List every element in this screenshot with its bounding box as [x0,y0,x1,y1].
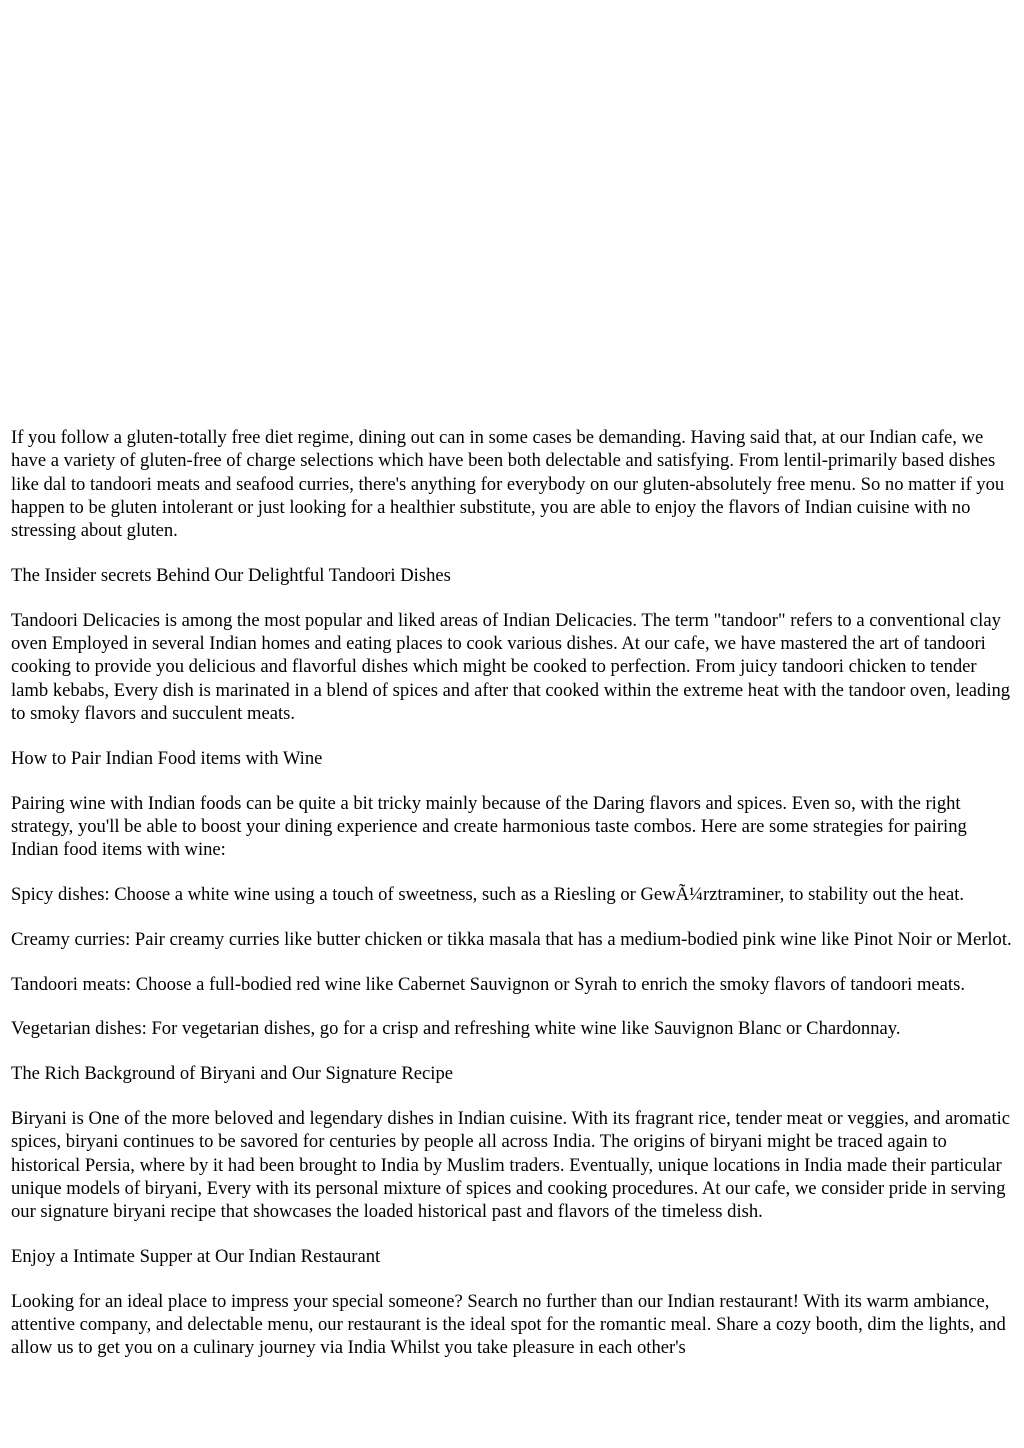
paragraph-gluten-free: If you follow a gluten-totally free diet regime, dining out can in some cases be demanding. Having said that, at our Indian cafe, we have a variety of gluten-free of charge selections which have been both delectable and satisfying. From lentil-primarily based dishes like dal to tandoori meats and seafood curries, there's anything for everybody on our gluten-absolutely free menu. So no matter if you happen to be gluten intolerant or just looking for a healthier substitute, you are able to enjoy the flavors of Indian cuisine with no stressing about gluten. [11,427,1005,542]
heading-wine-pairing: How to Pair Indian Food items with Wine [11,747,323,769]
paragraph-romantic-supper: Looking for an ideal place to impress your special someone? Search no further than our Indian restaurant! With its warm ambiance, attentive company, and delectable menu, our restaurant is the ideal spot for the romantic meal. Share a cozy booth, dim the lights, and allow us to get you on a culinary journey via India Whilst you take pleasure in each other's [11,1290,1006,1359]
paragraph-wine-pairing-intro: Pairing wine with Indian foods can be quite a bit tricky mainly because of the Daring flavors and spices. Even so, with the right strategy, you'll be able to boost your dining experience and create harmonious taste combos. Here are some strategies for pairing Indian food items with wine: [11,792,967,861]
paragraph-creamy-curries: Creamy curries: Pair creamy curries like butter chicken or tikka masala that has a medium-bodied pink wine like Pinot Noir or Merlot. [11,928,1012,950]
paragraph-tandoori: Tandoori Delicacies is among the most popular and liked areas of Indian Delicacies. The term "tandoor" refers to a conventional clay oven Employed in several Indian homes and eating places to cook various dishes. At our cafe, we have mastered the art of tandoori cooking to provide you delicious and flavorful dishes which might be cooked to perfection. From juicy tandoori chicken to tender lamb kebabs, Every dish is marinated in a blend of spices and after that cooked within the extreme heat with the tandoor oven, leading to smoky flavors and succulent meats. [11,609,1011,724]
paragraph-vegetarian-dishes: Vegetarian dishes: For vegetarian dishes, go for a crisp and refreshing white wine like Sauvignon Blanc or Chardonnay. [11,1018,901,1040]
paragraph-spicy-dishes: Spicy dishes: Choose a white wine using a touch of sweetness, such as a Riesling or GewÃ¼rztraminer, to stability out the heat. [11,883,965,905]
paragraph-tandoori-meats: Tandoori meats: Choose a full-bodied red wine like Cabernet Sauvignon or Syrah to enrich the smoky flavors of tandoori meats. [11,973,965,995]
article-body [0,426,1024,1360]
heading-tandoori-secrets: The Insider secrets Behind Our Delightful Tandoori Dishes [11,564,451,586]
heading-romantic-supper: Enjoy a Intimate Supper at Our Indian Restaurant [11,1245,381,1267]
paragraph-biryani: Biryani is One of the more beloved and legendary dishes in Indian cuisine. With its fragrant rice, tender meat or veggies, and aromatic spices, biryani continues to be savored for centuries by people all across India. The origins of biryani might be traced again to historical Persia, where by it had been brought to India by Muslim traders. Eventually, unique locations in India made their particular unique models of biryani, Every with its personal mixture of spices and cooking procedures. At our cafe, we consider pride in serving our signature biryani recipe that showcases the loaded historical past and flavors of the timeless dish. [11,1107,1011,1223]
blank-top-area [0,0,1024,426]
heading-biryani: The Rich Background of Biryani and Our Signature Recipe [11,1063,454,1085]
